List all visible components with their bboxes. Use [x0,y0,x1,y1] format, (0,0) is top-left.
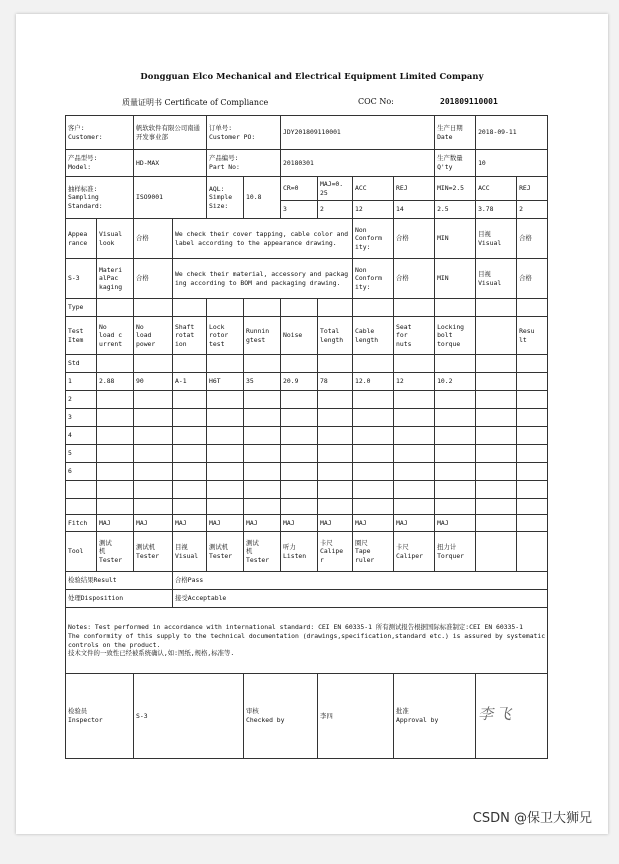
test-data-cell [517,427,548,445]
test-data-cell [97,463,134,481]
disposition-label: 处理Disposition [66,590,173,608]
test-data-cell [394,445,435,463]
test-data-cell [134,445,173,463]
sampling-row-top [66,177,548,201]
spacer-cell [207,499,244,515]
std-cell [517,355,548,373]
test-data-cell [476,463,517,481]
type-cell [353,299,394,317]
type-cell [517,299,548,317]
std-label: Std [66,355,97,373]
partno-label: 产品编号: Part No: [207,150,281,177]
material-row-nonconformity: Non Conform ity: [353,259,394,299]
test-data-cell [476,445,517,463]
aql-value: 10.8 [244,177,281,219]
test-data-cell [394,427,435,445]
test-data-cell: 35 [244,373,281,391]
std-cell [134,355,173,373]
qty-label: 生产数量 Q'ty [435,150,476,177]
note-line: The conformity of this supply to the technical documentation (drawings,specification,standard etc.) is assured by systematic controls on the product. [68,631,546,649]
tool-cell: 扭力计 Torquer [435,532,476,572]
test-data-cell [207,481,244,499]
tool-cell: 测试 机 Tester [97,532,134,572]
test-data-cell [318,481,353,499]
result-label: 检验结果Result [66,572,173,590]
inspector-label: 检验员 Inspector [66,674,134,759]
test-data-cell [244,445,281,463]
aql-value-v7: 2 [517,201,548,219]
test-data-cell [318,409,353,427]
test-data-cell [244,481,281,499]
test-data-cell [318,427,353,445]
test-data-cell [134,463,173,481]
spacer-cell [66,499,97,515]
material-row-final: 合格 [517,259,548,299]
test-data-cell [97,445,134,463]
test-data-cell [134,481,173,499]
test-header: Resu lt [517,317,548,355]
date-value: 2018-09-11 [476,116,548,150]
tool-cell: 卡尺 Calipe r [318,532,353,572]
test-data-cell [353,391,394,409]
test-data-cell [173,445,207,463]
test-data-cell [281,445,318,463]
material-row-description: We check their material, accessory and packaging according to BOM and packaging drawing. [173,259,353,299]
test-data-cell [353,463,394,481]
fitch-cell: MAJ [173,515,207,532]
test-data-cell: 20.9 [281,373,318,391]
tool-cell: 卡尺 Caliper [394,532,435,572]
std-row [66,355,548,373]
test-data-cell [281,409,318,427]
certificate-title: 质量证明书 Certificate of Compliance [122,98,269,107]
aql-label: AQL: Simple Size: [207,177,244,219]
aql-value-v3: 12 [353,201,394,219]
test-data-cell [394,481,435,499]
test-data-cell [476,427,517,445]
type-cell [173,299,207,317]
tool-cell: 测试机 Tester [134,532,173,572]
test-header: Total length [318,317,353,355]
test-header [476,317,517,355]
type-cell [134,299,173,317]
test-header: Seat for nuts [394,317,435,355]
std-cell [353,355,394,373]
test-data-cell [173,427,207,445]
appearance-row [66,219,548,259]
test-data-cell [207,409,244,427]
approval-signature [476,674,548,759]
aql-value-v5: 2.5 [435,201,476,219]
inspector-value: S-3 [134,674,244,759]
result-value: 合格Pass [173,572,548,590]
test-data-cell [435,445,476,463]
appearance-row-method: 目视 Visual [476,219,517,259]
company-name: Dongguan Elco Mechanical and Electrical Equipment Limited Company [140,71,484,81]
test-data-cell: 10.2 [435,373,476,391]
std-cell [281,355,318,373]
test-data-cell [318,463,353,481]
test-data-cell [394,409,435,427]
std-cell [244,355,281,373]
test-data-cell [353,427,394,445]
test-header: No load power [134,317,173,355]
note-line: 技术文件的一致性已经被系统确认,如:图纸,规格,标准等. [68,649,235,658]
std-cell [97,355,134,373]
fitch-cell: MAJ [394,515,435,532]
test-header: Shaft rotat ion [173,317,207,355]
tool-cell: 测试 机 Tester [244,532,281,572]
test-data-cell [517,481,548,499]
customer-label: 客户: Customer: [66,116,134,150]
fitch-cell: Fitch [66,515,97,532]
spacer-cell [281,499,318,515]
appearance-row-item: Visual look [97,219,134,259]
aql-header-h1: CR=0 [281,177,318,201]
test-data-cell [435,481,476,499]
test-data-row [66,427,548,445]
test-data-cell [207,391,244,409]
test-data-cell [134,427,173,445]
aql-header-h3: ACC [353,177,394,201]
signature-row [66,674,548,759]
test-header: Noise [281,317,318,355]
fitch-row [66,515,548,532]
test-data-cell [353,409,394,427]
customer-value: 帆软软件有限公司南通开发事业部 [134,116,207,150]
material-row-status: 合格 [134,259,173,299]
test-data-row [66,481,548,499]
test-data-cell: A-1 [173,373,207,391]
aql-value-v2: 2 [318,201,353,219]
std-cell [435,355,476,373]
partno-value: 20180301 [281,150,435,177]
test-data-cell [207,445,244,463]
test-data-cell [173,391,207,409]
tool-cell: 圈尺 Tape ruler [353,532,394,572]
test-data-cell [476,391,517,409]
test-data-cell [353,445,394,463]
date-label: 生产日期 Date [435,116,476,150]
tool-cell: Tool [66,532,97,572]
test-data-row [66,391,548,409]
test-data-cell: H6T [207,373,244,391]
appearance-row-result: 合格 [394,219,435,259]
test-data-cell [281,427,318,445]
qty-value: 10 [476,150,548,177]
fitch-cell: MAJ [244,515,281,532]
test-data-cell [207,463,244,481]
test-data-cell [173,481,207,499]
test-data-cell [318,445,353,463]
tool-cell: 目视 Visual [173,532,207,572]
material-row-min: MIN [435,259,476,299]
model-value: HD-MAX [134,150,207,177]
result-row [66,572,548,590]
note-line: Notes: Test performed in accordance with international standard: CEI EN 60335-1 所有测试报告根据国际标准制定:CEI EN 60335-1 [68,623,523,632]
test-data-cell [97,409,134,427]
type-cell [244,299,281,317]
appearance-row-status: 合格 [134,219,173,259]
tool-cell: 测试机 Tester [207,532,244,572]
material-row [66,259,548,299]
fitch-cell: MAJ [318,515,353,532]
type-label: Type [66,299,97,317]
test-data-row [66,445,548,463]
test-data-cell: 3 [66,409,97,427]
certificate-sheet [16,14,608,834]
po-value: JDY201809110001 [281,116,435,150]
type-cell [394,299,435,317]
material-row-result: 合格 [394,259,435,299]
test-data-cell: 78 [318,373,353,391]
std-cell [394,355,435,373]
aql-value-v6: 3.78 [476,201,517,219]
test-data-cell [97,481,134,499]
test-header: Cable length [353,317,394,355]
test-data-cell [517,445,548,463]
spacer-cell [244,499,281,515]
coc-label: COC No: [358,97,394,106]
test-header: Test Item [66,317,97,355]
approval-label: 批准 Approval by [394,674,476,759]
test-data-cell [134,409,173,427]
type-cell [97,299,134,317]
tool-cell [476,532,517,572]
test-data-cell [476,481,517,499]
disposition-value: 接受Acceptable [173,590,548,608]
test-data-cell: 12.0 [353,373,394,391]
appearance-row-nonconformity: Non Conform ity: [353,219,394,259]
fitch-cell: MAJ [207,515,244,532]
test-data-cell [476,409,517,427]
type-cell [476,299,517,317]
test-data-cell [353,481,394,499]
std-cell [476,355,517,373]
test-header-row [66,317,548,355]
test-data-cell [517,463,548,481]
test-data-cell [435,463,476,481]
test-data-cell: 90 [134,373,173,391]
test-data-cell [394,463,435,481]
std-cell [207,355,244,373]
test-data-cell [281,391,318,409]
spacer-cell [517,499,548,515]
aql-header-h2: MAJ=0. 25 [318,177,353,201]
test-data-cell [517,391,548,409]
type-cell [318,299,353,317]
type-cell [435,299,476,317]
test-data-cell [517,409,548,427]
fitch-cell: MAJ [353,515,394,532]
appearance-row-description: We check their cover tapping, cable color and label according to the appearance drawing. [173,219,353,259]
customer-row [66,116,548,150]
model-row [66,150,548,177]
spacer-cell [134,499,173,515]
test-data-cell: 2.88 [97,373,134,391]
type-cell [207,299,244,317]
checked-by-value: 李四 [318,674,394,759]
test-data-cell [435,427,476,445]
test-data-cell [173,409,207,427]
po-label: 订单号: Customer PO: [207,116,281,150]
spacer-cell [394,499,435,515]
test-header: No load c urrent [97,317,134,355]
test-data-cell: 1 [66,373,97,391]
aql-value-v4: 14 [394,201,435,219]
test-data-row [66,463,548,481]
type-cell [281,299,318,317]
aql-header-h4: REJ [394,177,435,201]
spacer-cell [318,499,353,515]
test-data-cell [244,391,281,409]
type-row [66,299,548,317]
handwritten-signature: 李飞 [478,705,515,724]
spacer-row [66,499,548,515]
tool-cell [517,532,548,572]
appearance-row-category: Appea rance [66,219,97,259]
fitch-cell: MAJ [281,515,318,532]
appearance-row-min: MIN [435,219,476,259]
test-data-cell [435,391,476,409]
test-data-cell: 12 [394,373,435,391]
std-cell [173,355,207,373]
test-header: Locking bolt torque [435,317,476,355]
coc-number: 201809110001 [440,97,498,106]
test-data-row [66,373,548,391]
test-data-row [66,409,548,427]
test-data-cell [207,427,244,445]
fitch-cell [517,515,548,532]
test-data-cell [281,481,318,499]
aql-header-h6: ACC [476,177,517,201]
watermark-text: CSDN @保卫大狮兄 [472,811,592,826]
notes-row [66,608,548,674]
notes-cell [66,608,548,674]
appearance-row-final: 合格 [517,219,548,259]
sampling-label: 抽样标准: Sampling Standard: [66,177,134,219]
spacer-cell [97,499,134,515]
test-header: Lock rotor test [207,317,244,355]
compliance-table [65,115,548,759]
test-data-cell [97,427,134,445]
fitch-cell: MAJ [435,515,476,532]
aql-header-h5: MIN=2.5 [435,177,476,201]
checked-by-label: 审核 Checked by [244,674,318,759]
material-row-category: S-3 [66,259,97,299]
spacer-cell [353,499,394,515]
test-data-cell [244,427,281,445]
model-label: 产品型号: Model: [66,150,134,177]
std-cell [318,355,353,373]
test-data-cell [281,463,318,481]
test-data-cell: 5 [66,445,97,463]
test-data-cell [517,373,548,391]
spacer-cell [435,499,476,515]
test-header: Runnin gtest [244,317,281,355]
test-data-cell [435,409,476,427]
fitch-cell: MAJ [97,515,134,532]
tool-row [66,532,548,572]
test-data-cell [244,463,281,481]
sampling-value: ISO9001 [134,177,207,219]
disposition-row [66,590,548,608]
test-data-cell [66,481,97,499]
test-data-cell [394,391,435,409]
aql-value-v1: 3 [281,201,318,219]
test-data-cell [97,391,134,409]
test-data-cell [134,391,173,409]
test-data-cell: 6 [66,463,97,481]
test-data-cell: 4 [66,427,97,445]
fitch-cell [476,515,517,532]
fitch-cell: MAJ [134,515,173,532]
spacer-cell [476,499,517,515]
material-row-item: Materi alPac kaging [97,259,134,299]
test-data-cell [173,463,207,481]
aql-header-h7: REJ [517,177,548,201]
test-data-cell [318,391,353,409]
test-data-cell [244,409,281,427]
material-row-method: 目视 Visual [476,259,517,299]
test-data-cell: 2 [66,391,97,409]
spacer-cell [173,499,207,515]
tool-cell: 听力 Listen [281,532,318,572]
test-data-cell [476,373,517,391]
